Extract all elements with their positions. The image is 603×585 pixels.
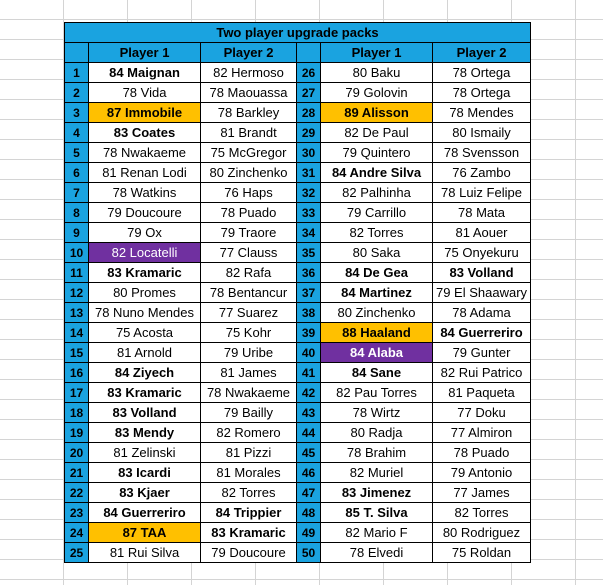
upgrade-packs-table (64, 22, 531, 563)
header-player2-right[interactable]: Player 2 (433, 43, 531, 63)
player2-cell[interactable]: 76 Haps (201, 183, 297, 203)
player1-cell[interactable]: 84 Sane (321, 363, 433, 383)
row-number[interactable]: 37 (297, 283, 321, 303)
player1-cell[interactable]: 79 Carrillo (321, 203, 433, 223)
player1-cell[interactable]: 78 Nuno Mendes (89, 303, 201, 323)
player1-cell[interactable]: 82 Muriel (321, 463, 433, 483)
player1-cell[interactable]: 78 Nwakaeme (89, 143, 201, 163)
player1-cell[interactable]: 80 Zinchenko (321, 303, 433, 323)
player1-cell[interactable]: 78 Watkins (89, 183, 201, 203)
player1-cell[interactable]: 79 Golovin (321, 83, 433, 103)
player2-cell[interactable]: 77 Almiron (433, 423, 531, 443)
row-number[interactable]: 22 (65, 483, 89, 503)
row-number[interactable]: 10 (65, 243, 89, 263)
row-number[interactable]: 1 (65, 63, 89, 83)
player1-cell[interactable]: 85 T. Silva (321, 503, 433, 523)
row-number[interactable]: 8 (65, 203, 89, 223)
row-number[interactable]: 23 (65, 503, 89, 523)
table-row (65, 163, 531, 183)
player1-cell[interactable]: 82 De Paul (321, 123, 433, 143)
player2-cell[interactable]: 82 Rafa (201, 263, 297, 283)
player1-cell[interactable]: 78 Elvedi (321, 543, 433, 563)
row-number[interactable]: 29 (297, 123, 321, 143)
player1-cell[interactable]: 84 Guerreriro (89, 503, 201, 523)
table-body (65, 63, 531, 563)
table-row (65, 223, 531, 243)
player1-cell[interactable]: 84 Martinez (321, 283, 433, 303)
row-number[interactable]: 2 (65, 83, 89, 103)
row-number[interactable]: 6 (65, 163, 89, 183)
player2-cell[interactable]: 81 Morales (201, 463, 297, 483)
table-row (65, 83, 531, 103)
player1-cell[interactable]: 80 Baku (321, 63, 433, 83)
player2-cell[interactable]: 78 Barkley (201, 103, 297, 123)
player1-cell[interactable]: 83 Volland (89, 403, 201, 423)
player2-cell[interactable]: 80 Rodriguez (433, 523, 531, 543)
row-number[interactable]: 19 (65, 423, 89, 443)
player1-cell[interactable]: 78 Vida (89, 83, 201, 103)
table-row (65, 123, 531, 143)
row-number[interactable]: 45 (297, 443, 321, 463)
player1-cell[interactable]: 81 Rui Silva (89, 543, 201, 563)
player2-cell[interactable]: 82 Torres (433, 503, 531, 523)
player1-cell[interactable]: 81 Arnold (89, 343, 201, 363)
row-number[interactable]: 20 (65, 443, 89, 463)
player1-cell[interactable]: 89 Alisson (321, 103, 433, 123)
player1-cell[interactable]: 88 Haaland (321, 323, 433, 343)
table-row (65, 183, 531, 203)
player2-cell[interactable]: 83 Kramaric (201, 523, 297, 543)
row-number[interactable]: 4 (65, 123, 89, 143)
row-number[interactable]: 50 (297, 543, 321, 563)
row-number[interactable]: 46 (297, 463, 321, 483)
player2-cell[interactable]: 78 Maouassa (201, 83, 297, 103)
row-number[interactable]: 5 (65, 143, 89, 163)
player1-cell[interactable]: 82 Mario F (321, 523, 433, 543)
table-row (65, 263, 531, 283)
player2-cell[interactable]: 77 Suarez (201, 303, 297, 323)
player1-cell[interactable]: 87 TAA (89, 523, 201, 543)
row-number[interactable]: 14 (65, 323, 89, 343)
row-number[interactable]: 28 (297, 103, 321, 123)
row-number[interactable]: 24 (65, 523, 89, 543)
player2-cell[interactable]: 79 Antonio (433, 463, 531, 483)
table-row (65, 383, 531, 403)
player1-cell[interactable]: 83 Coates (89, 123, 201, 143)
row-number[interactable]: 26 (297, 63, 321, 83)
header-player1-left[interactable]: Player 1 (89, 43, 201, 63)
player1-cell[interactable]: 82 Pau Torres (321, 383, 433, 403)
table-row (65, 103, 531, 123)
table-row (65, 503, 531, 523)
player1-cell[interactable]: 78 Wirtz (321, 403, 433, 423)
player2-cell[interactable]: 77 Clauss (201, 243, 297, 263)
player2-cell[interactable]: 79 Bailly (201, 403, 297, 423)
table-row (65, 203, 531, 223)
player2-cell[interactable]: 79 Doucoure (201, 543, 297, 563)
row-number[interactable]: 47 (297, 483, 321, 503)
player2-cell[interactable]: 78 Svensson (433, 143, 531, 163)
player1-cell[interactable]: 83 Jimenez (321, 483, 433, 503)
player2-cell[interactable]: 75 Roldan (433, 543, 531, 563)
player1-cell[interactable]: 80 Saka (321, 243, 433, 263)
player2-cell[interactable]: 83 Volland (433, 263, 531, 283)
row-number[interactable]: 32 (297, 183, 321, 203)
player1-cell[interactable]: 84 De Gea (321, 263, 433, 283)
row-number[interactable]: 30 (297, 143, 321, 163)
row-number[interactable]: 3 (65, 103, 89, 123)
row-number[interactable]: 31 (297, 163, 321, 183)
player2-cell[interactable]: 78 Puado (201, 203, 297, 223)
row-number[interactable]: 48 (297, 503, 321, 523)
table-row (65, 403, 531, 423)
row-number[interactable]: 35 (297, 243, 321, 263)
player1-cell[interactable]: 79 Quintero (321, 143, 433, 163)
player1-cell[interactable]: 82 Torres (321, 223, 433, 243)
player2-cell[interactable]: 84 Guerreriro (433, 323, 531, 343)
title-row (65, 23, 531, 43)
player2-cell[interactable]: 78 Ortega (433, 63, 531, 83)
player1-cell[interactable]: 80 Radja (321, 423, 433, 443)
player2-cell[interactable]: 78 Mendes (433, 103, 531, 123)
row-number[interactable]: 25 (65, 543, 89, 563)
player1-cell[interactable]: 84 Andre Silva (321, 163, 433, 183)
player1-cell[interactable]: 81 Renan Lodi (89, 163, 201, 183)
header-player2-left[interactable]: Player 2 (201, 43, 297, 63)
table-row (65, 323, 531, 343)
table-row (65, 463, 531, 483)
player2-cell[interactable]: 75 Onyekuru (433, 243, 531, 263)
table-row (65, 423, 531, 443)
player1-cell[interactable]: 87 Immobile (89, 103, 201, 123)
player1-cell[interactable]: 83 Icardi (89, 463, 201, 483)
player2-cell[interactable]: 82 Torres (201, 483, 297, 503)
table-row (65, 343, 531, 363)
row-number[interactable]: 43 (297, 403, 321, 423)
row-number[interactable]: 27 (297, 83, 321, 103)
row-number[interactable]: 36 (297, 263, 321, 283)
player1-cell[interactable]: 79 Ox (89, 223, 201, 243)
table-title[interactable]: Two player upgrade packs (65, 23, 531, 43)
player1-cell[interactable]: 79 Doucoure (89, 203, 201, 223)
player2-cell[interactable]: 78 Luiz Felipe (433, 183, 531, 203)
player2-cell[interactable]: 79 Gunter (433, 343, 531, 363)
table-row (65, 243, 531, 263)
player2-cell[interactable]: 81 Aouer (433, 223, 531, 243)
row-number[interactable]: 7 (65, 183, 89, 203)
row-number[interactable]: 17 (65, 383, 89, 403)
header-corner-left[interactable] (65, 43, 89, 63)
player1-cell[interactable]: 84 Maignan (89, 63, 201, 83)
player1-cell[interactable]: 78 Brahim (321, 443, 433, 463)
player1-cell[interactable]: 83 Kramaric (89, 263, 201, 283)
player1-cell[interactable]: 75 Acosta (89, 323, 201, 343)
player1-cell[interactable]: 83 Kjaer (89, 483, 201, 503)
player1-cell[interactable]: 83 Mendy (89, 423, 201, 443)
player2-cell[interactable]: 77 James (433, 483, 531, 503)
player2-cell[interactable]: 80 Ismaily (433, 123, 531, 143)
row-number[interactable]: 16 (65, 363, 89, 383)
player2-cell[interactable]: 75 McGregor (201, 143, 297, 163)
table-row (65, 143, 531, 163)
player2-cell[interactable]: 79 Traore (201, 223, 297, 243)
row-number[interactable]: 9 (65, 223, 89, 243)
table-row (65, 443, 531, 463)
player1-cell[interactable]: 81 Zelinski (89, 443, 201, 463)
player2-cell[interactable]: 78 Bentancur (201, 283, 297, 303)
player1-cell[interactable]: 83 Kramaric (89, 383, 201, 403)
row-number[interactable]: 21 (65, 463, 89, 483)
row-number[interactable]: 49 (297, 523, 321, 543)
row-number[interactable]: 34 (297, 223, 321, 243)
header-corner-right[interactable] (297, 43, 321, 63)
row-number[interactable]: 44 (297, 423, 321, 443)
player2-cell[interactable]: 84 Trippier (201, 503, 297, 523)
row-number[interactable]: 11 (65, 263, 89, 283)
row-number[interactable]: 15 (65, 343, 89, 363)
row-number[interactable]: 33 (297, 203, 321, 223)
row-number[interactable]: 38 (297, 303, 321, 323)
player1-cell[interactable]: 82 Locatelli (89, 243, 201, 263)
header-player1-right[interactable]: Player 1 (321, 43, 433, 63)
player1-cell[interactable]: 84 Alaba (321, 343, 433, 363)
player2-cell[interactable]: 75 Kohr (201, 323, 297, 343)
player2-cell[interactable]: 81 Brandt (201, 123, 297, 143)
row-number[interactable]: 13 (65, 303, 89, 323)
player2-cell[interactable]: 78 Ortega (433, 83, 531, 103)
table-row (65, 303, 531, 323)
row-number[interactable]: 39 (297, 323, 321, 343)
table-row (65, 483, 531, 503)
player1-cell[interactable]: 84 Ziyech (89, 363, 201, 383)
table-row (65, 283, 531, 303)
player2-cell[interactable]: 81 James (201, 363, 297, 383)
row-number[interactable]: 41 (297, 363, 321, 383)
table-row (65, 543, 531, 563)
player2-cell[interactable]: 79 El Shaawary (433, 283, 531, 303)
table-row (65, 363, 531, 383)
player2-cell[interactable]: 81 Paqueta (433, 383, 531, 403)
header-row (65, 43, 531, 63)
player2-cell[interactable]: 81 Pizzi (201, 443, 297, 463)
row-number[interactable]: 42 (297, 383, 321, 403)
player2-cell[interactable]: 78 Adama (433, 303, 531, 323)
player1-cell[interactable]: 80 Promes (89, 283, 201, 303)
player2-cell[interactable]: 82 Hermoso (201, 63, 297, 83)
player1-cell[interactable]: 82 Palhinha (321, 183, 433, 203)
row-number[interactable]: 18 (65, 403, 89, 423)
table-row (65, 523, 531, 543)
player2-cell[interactable]: 79 Uribe (201, 343, 297, 363)
player2-cell[interactable]: 80 Zinchenko (201, 163, 297, 183)
row-number[interactable]: 12 (65, 283, 89, 303)
player2-cell[interactable]: 82 Romero (201, 423, 297, 443)
player2-cell[interactable]: 76 Zambo (433, 163, 531, 183)
player2-cell[interactable]: 82 Rui Patrico (433, 363, 531, 383)
player2-cell[interactable]: 78 Puado (433, 443, 531, 463)
player2-cell[interactable]: 78 Nwakaeme (201, 383, 297, 403)
row-number[interactable]: 40 (297, 343, 321, 363)
player2-cell[interactable]: 77 Doku (433, 403, 531, 423)
player2-cell[interactable]: 78 Mata (433, 203, 531, 223)
table-row (65, 63, 531, 83)
